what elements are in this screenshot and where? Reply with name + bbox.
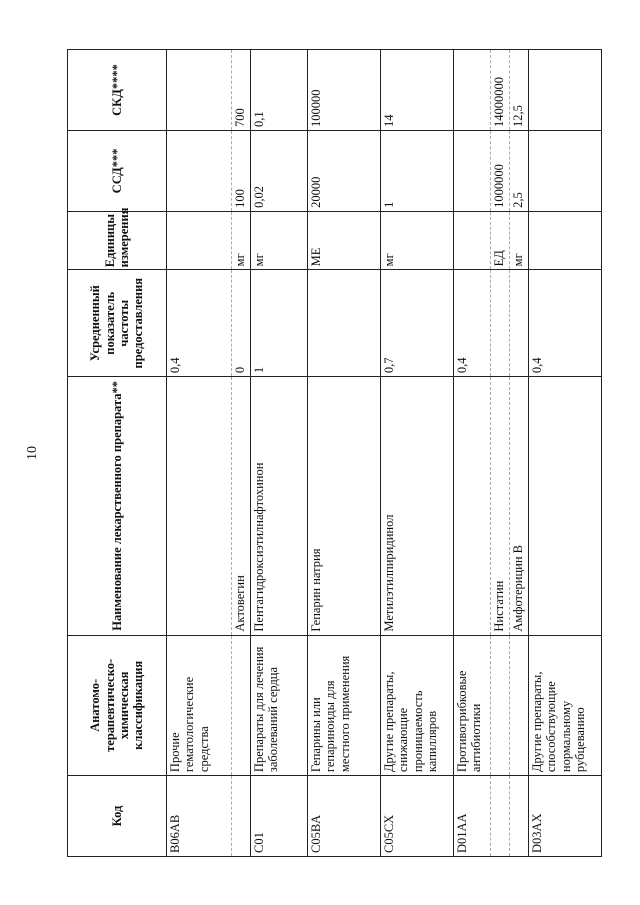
cell-frequency: 0,4: [529, 270, 602, 377]
cell-frequency: 1: [251, 270, 308, 377]
cell-skd: [167, 50, 232, 131]
cell-code: D01AA: [454, 776, 491, 857]
rotated-table-container: [67, 49, 588, 857]
cell-skd: 0,1: [251, 50, 308, 131]
cell-unit: МЕ: [308, 211, 381, 269]
cell-unit: мг: [510, 211, 529, 269]
cell-skd: 14: [381, 50, 454, 131]
cell-classification: Гепарины или гепариноиды для местного применения: [308, 635, 381, 775]
header-ssd: ССД***: [68, 130, 167, 211]
table-row: [167, 50, 232, 857]
table-row: [251, 50, 308, 857]
cell-code: B06AB: [167, 776, 232, 857]
cell-skd: [529, 50, 602, 131]
cell-ssd: 1000000: [491, 130, 510, 211]
header-drug-name: Наименование лекарственного препарата**: [68, 377, 167, 636]
cell-classification: [510, 635, 529, 775]
table-row: [491, 50, 510, 857]
cell-classification: Прочие гематологические средства: [167, 635, 232, 775]
table-row: [510, 50, 529, 857]
cell-unit: ЕД: [491, 211, 510, 269]
header-code: Код: [68, 776, 167, 857]
cell-code: [510, 776, 529, 857]
cell-drug-name: [167, 377, 232, 636]
cell-skd: [454, 50, 491, 131]
cell-frequency: [308, 270, 381, 377]
table-header-row: [68, 50, 167, 857]
cell-classification: [232, 635, 251, 775]
cell-frequency: 0,4: [167, 270, 232, 377]
cell-drug-name: Пентагидроксиэтилнафтохинон: [251, 377, 308, 636]
cell-skd: 100000: [308, 50, 381, 131]
table-row: [529, 50, 602, 857]
cell-classification: Противогрибковые антибиотики: [454, 635, 491, 775]
cell-unit: [167, 211, 232, 269]
cell-classification: Другие препараты, способствующие нормальному рубцеванию: [529, 635, 602, 775]
header-frequency: Усредненный показатель частоты предоставления: [68, 270, 167, 377]
cell-code: C01: [251, 776, 308, 857]
cell-code: [232, 776, 251, 857]
cell-unit: мг: [251, 211, 308, 269]
header-classification: Анатомо-терапевтическо-химическая классификация: [68, 635, 167, 775]
cell-skd: 14000000: [491, 50, 510, 131]
cell-ssd: 2,5: [510, 130, 529, 211]
cell-ssd: [167, 130, 232, 211]
cell-classification: Препараты для лечения заболеваний сердца: [251, 635, 308, 775]
cell-unit: мг: [232, 211, 251, 269]
cell-code: [491, 776, 510, 857]
cell-skd: 700: [232, 50, 251, 131]
header-unit: Единицы измерения: [68, 211, 167, 269]
cell-frequency: 0,4: [454, 270, 491, 377]
cell-unit: [529, 211, 602, 269]
cell-frequency: 0: [232, 270, 251, 377]
cell-unit: мг: [381, 211, 454, 269]
cell-drug-name: [529, 377, 602, 636]
page-number: 10: [25, 446, 40, 460]
cell-ssd: 100: [232, 130, 251, 211]
cell-ssd: [529, 130, 602, 211]
table-row: [454, 50, 491, 857]
cell-drug-name: Актовегин: [232, 377, 251, 636]
cell-code: C05BA: [308, 776, 381, 857]
cell-drug-name: Амфотерицин В: [510, 377, 529, 636]
drug-table: [67, 49, 602, 857]
cell-frequency: 0,7: [381, 270, 454, 377]
table-row: [308, 50, 381, 857]
cell-ssd: [454, 130, 491, 211]
cell-ssd: 1: [381, 130, 454, 211]
cell-frequency: [510, 270, 529, 377]
cell-skd: 12,5: [510, 50, 529, 131]
cell-drug-name: Метилэтилпиридинол: [381, 377, 454, 636]
table-row: [232, 50, 251, 857]
cell-frequency: [491, 270, 510, 377]
cell-code: D03AX: [529, 776, 602, 857]
header-skd: СКД****: [68, 50, 167, 131]
cell-classification: Другие препараты, снижающие проницаемость капилляров: [381, 635, 454, 775]
cell-drug-name: Нистатин: [491, 377, 510, 636]
cell-unit: [454, 211, 491, 269]
cell-classification: [491, 635, 510, 775]
cell-ssd: 20000: [308, 130, 381, 211]
cell-drug-name: [454, 377, 491, 636]
cell-drug-name: Гепарин натрия: [308, 377, 381, 636]
table-row: [381, 50, 454, 857]
cell-ssd: 0,02: [251, 130, 308, 211]
cell-code: C05CX: [381, 776, 454, 857]
